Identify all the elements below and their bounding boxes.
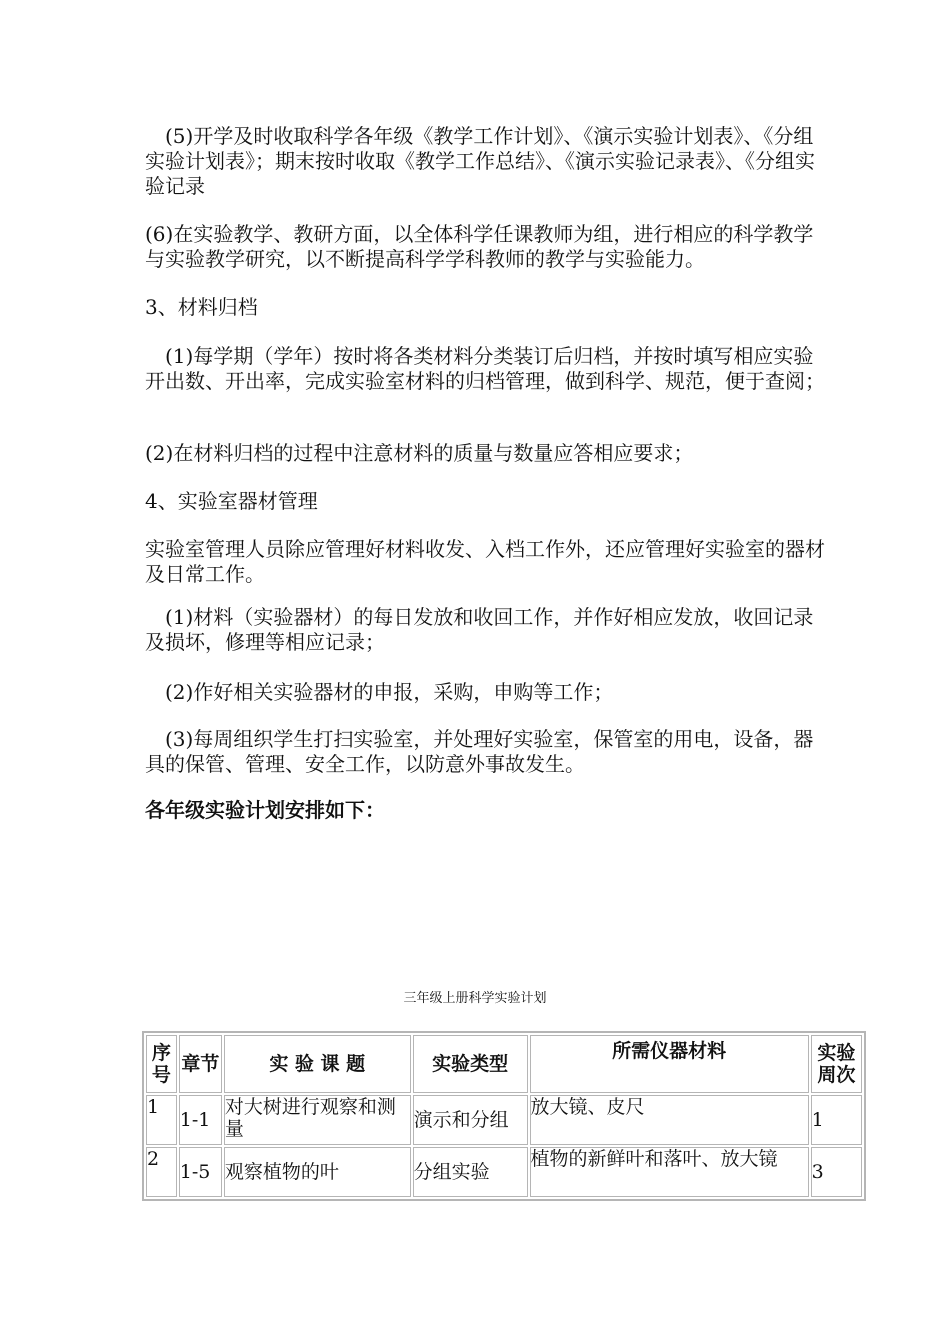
paragraph-5: (5)开学及时收取科学各年级《教学工作计划》、《演示实验计划表》、《分组实验计划表》；期末按时收取《教学工作总结》、《演示实验记录表》、《分组实验记录: [145, 124, 815, 198]
table-header-row: [146, 1035, 862, 1093]
table-row: [146, 1095, 862, 1145]
section-4-heading: 4、实验室器材管理: [145, 489, 318, 513]
cell-materials: 放大镜、皮尺: [530, 1095, 809, 1145]
experiment-plan-table: [142, 1031, 866, 1201]
cell-chapter: 1-5: [179, 1147, 222, 1197]
paragraph-equipment-intro: 实验室管理人员除应管理好材料收发、入档工作外，还应管理好实验室的器材及日常工作。: [145, 537, 825, 586]
header-topic: 实 验 课 题: [224, 1035, 411, 1093]
header-index: 序号: [146, 1035, 177, 1093]
table-caption: 三年级上册科学实验计划: [403, 991, 547, 1006]
table-row: [146, 1147, 862, 1197]
paragraph-equipment-3: (3)每周组织学生打扫实验室，并处理好实验室，保管室的用电，设备，器具的保管、管理、安全工作，以防意外事故发生。: [145, 727, 814, 776]
cell-index: 1: [146, 1095, 177, 1145]
cell-week: 1: [811, 1095, 862, 1145]
cell-index: 2: [146, 1147, 177, 1197]
cell-type: 分组实验: [413, 1147, 528, 1197]
cell-chapter: 1-1: [179, 1095, 222, 1145]
cell-materials: 植物的新鲜叶和落叶、放大镜: [530, 1147, 809, 1197]
paragraph-equipment-2: (2)作好相关实验器材的申报，采购，申购等工作；: [145, 680, 614, 704]
plan-heading: 各年级实验计划安排如下：: [145, 798, 385, 822]
paragraph-6: (6)在实验教学、教研方面，以全体科学任课教师为组，进行相应的科学教学与实验教学研究，以不断提高科学学科教师的教学与实验能力。: [145, 222, 814, 271]
cell-topic: 对大树进行观察和测量: [224, 1095, 411, 1145]
header-week: 实验周次: [811, 1035, 862, 1093]
cell-type: 演示和分组: [413, 1095, 528, 1145]
header-chapter: 章节: [179, 1035, 222, 1093]
paragraph-archive-1: (1)每学期（学年）按时将各类材料分类装订后归档，并按时填写相应实验开出数、开出率，完成实验室材料的归档管理，做到科学、规范，便于查阅；: [145, 344, 825, 393]
section-3-heading: 3、材料归档: [145, 295, 258, 319]
paragraph-archive-2: (2)在材料归档的过程中注意材料的质量与数量应答相应要求；: [145, 441, 694, 465]
header-materials: 所需仪器材料: [530, 1035, 809, 1093]
cell-topic: 观察植物的叶: [224, 1147, 411, 1197]
cell-week: 3: [811, 1147, 862, 1197]
header-type: 实验类型: [413, 1035, 528, 1093]
paragraph-equipment-1: (1)材料（实验器材）的每日发放和收回工作，并作好相应发放，收回记录及损坏，修理等相应记录；: [145, 605, 814, 654]
